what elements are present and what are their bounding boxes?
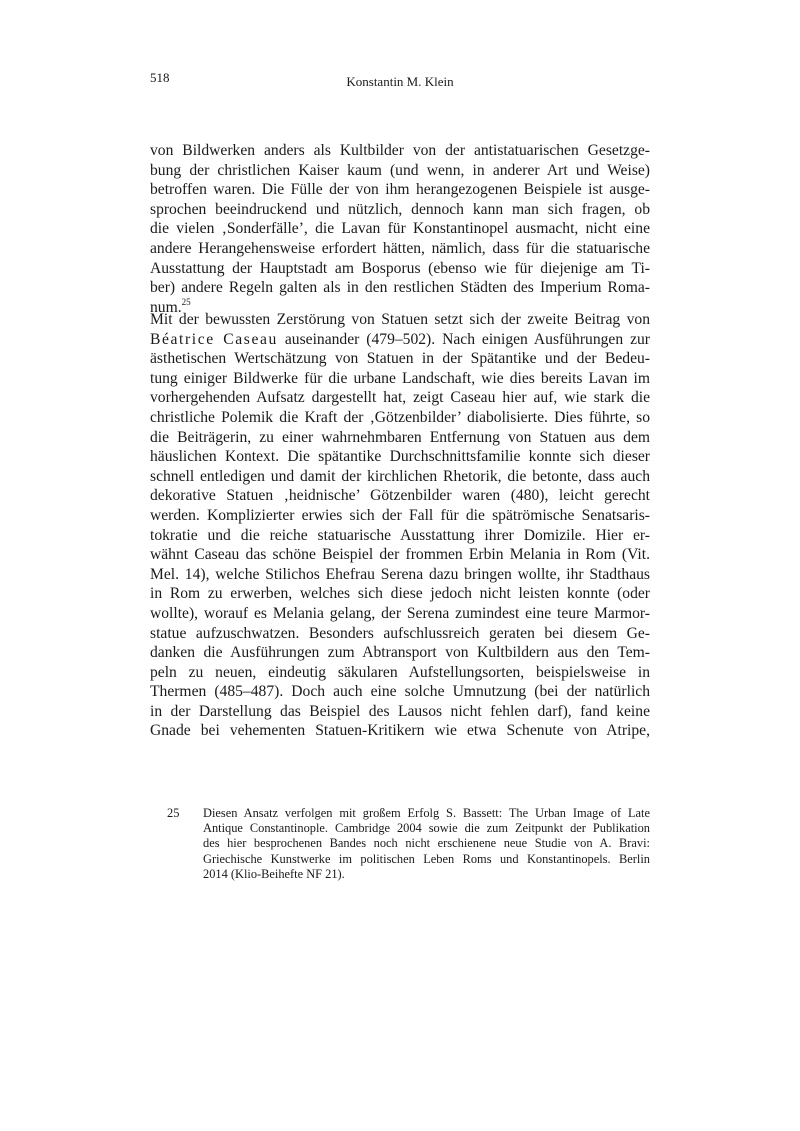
text-line: die vielen ‚Sonderfälle’, die Lavan für Konstantinopel ausmacht, nicht eine — [150, 220, 650, 238]
text-line: Mel. 14), welche Stilichos Ehefrau Serena dazu bringen wollte, ihr Stadthaus — [150, 565, 650, 583]
author-name: Béatrice Caseau — [150, 330, 278, 348]
text-line: wähnt Caseau das schöne Beispiel der frommen Erbin Melania in Rom (Vit. — [150, 546, 650, 564]
text-line: 2014 (Klio-Beihefte NF 21). — [203, 866, 345, 881]
text-line: Griechische Kunstwerke im politischen Leben Roms und Konstantinopels. Berlin — [203, 851, 650, 866]
paragraph-1 — [150, 141, 650, 317]
text-line: Ausstattung der Hauptstadt am Bosporus (ebenso wie für diejenige am Ti- — [150, 259, 650, 277]
text-line: dekorative Statuen ‚heidnische’ Götzenbilder waren (480), leicht gerecht — [150, 487, 650, 505]
text-segment: auseinander (479–502). Nach einigen Ausführungen zur — [277, 330, 650, 348]
text-line: Gnade bei vehementen Statuen-Kritikern wie etwa Schenute von Atripe, — [150, 722, 650, 740]
text-line: werden. Komplizierter erwies sich der Fall für die spätrömische Senatsaris- — [150, 506, 650, 524]
text-line: schnell entledigen und damit der kirchlichen Rhetorik, die betonte, dass auch — [150, 467, 650, 485]
text-line: Thermen (485–487). Doch auch eine solche Umnutzung (bei der natürlich — [150, 683, 650, 701]
text-line: vorhergehenden Aufsatz dargestellt hat, zeigt Caseau hier auf, wie stark die — [150, 389, 650, 407]
text-line: von Bildwerken anders als Kultbilder von der antistatuarischen Gesetzge- — [150, 142, 650, 159]
text-line: christliche Polemik die Kraft der ‚Götzenbilder’ diabolisierte. Dies führte, so — [150, 408, 650, 426]
text-line: tokratie und die reiche statuarische Ausstattung ihrer Domizile. Hier er- — [150, 526, 650, 544]
text-line: häuslichen Kontext. Die spätantike Durchschnittsfamilie konnte sich dieser — [150, 448, 650, 466]
text-line: die Beiträgerin, zu einer wahrnehmbaren Entfernung von Statuen aus dem — [150, 428, 650, 446]
text-line — [150, 330, 650, 350]
text-line: bung der christlichen Kaiser kaum (und wenn, in anderer Art und Weise) — [150, 161, 650, 179]
text-segment: num. — [150, 298, 182, 316]
text-line: ästhetischen Wertschätzung von Statuen in der Spätantike und der Bedeu- — [150, 350, 650, 368]
page-number: 518 — [150, 70, 170, 85]
footnote-reference[interactable]: 25 — [181, 296, 191, 307]
text-line: tung einiger Bildwerke für die urbane Landschaft, wie dies bereits Lavan im — [150, 369, 650, 387]
text-line: Diesen Ansatz verfolgen mit großem Erfolg S. Bassett: The Urban Image of Late — [203, 806, 650, 820]
text-line: andere Herangehensweise erfordert hätten, nämlich, dass für die statuarische — [150, 239, 650, 257]
text-line: in Rom zu erwerben, welches sich diese jedoch nicht leisten konnte (oder — [150, 585, 650, 603]
text-line: ber) andere Regeln galten als in den restlichen Städten des Imperium Roma- — [150, 279, 650, 297]
paragraph-2 — [150, 310, 650, 741]
text-line: Mit der bewussten Zerstörung von Statuen setzt sich der zweite Beitrag von — [150, 311, 650, 328]
text-line: statue aufzuschwatzen. Besonders aufschlussreich geraten bei diesem Ge- — [150, 624, 650, 642]
text-line: in der Darstellung das Beispiel des Lausos nicht fehlen darf), fand keine — [150, 702, 650, 720]
running-title: Konstantin M. Klein — [346, 74, 454, 89]
footnote-text — [203, 806, 650, 882]
text-line: des hier besprochenen Bandes noch nicht erschienene neue Studie von A. Bravi: — [203, 836, 650, 851]
text-line: wollte), worauf es Melania gelang, der Serena zumindest eine teure Marmor- — [150, 604, 650, 622]
text-line: danken die Ausführungen zum Abtransport von Kultbildern aus den Tem- — [150, 644, 650, 662]
text-line: sprochen beeindruckend und nützlich, dennoch kann man sich fragen, ob — [150, 200, 650, 218]
text-line: betroffen waren. Die Fülle der von ihm herangezogenen Beispiele ist ausge- — [150, 181, 650, 199]
text-line: Antique Constantinople. Cambridge 2004 sowie die zum Zeitpunkt der Publikation — [203, 821, 650, 836]
text-line: peln zu neuen, eindeutig säkularen Aufstellungsorten, beispielsweise in — [150, 663, 650, 681]
footnote-number: 25 — [167, 806, 180, 820]
